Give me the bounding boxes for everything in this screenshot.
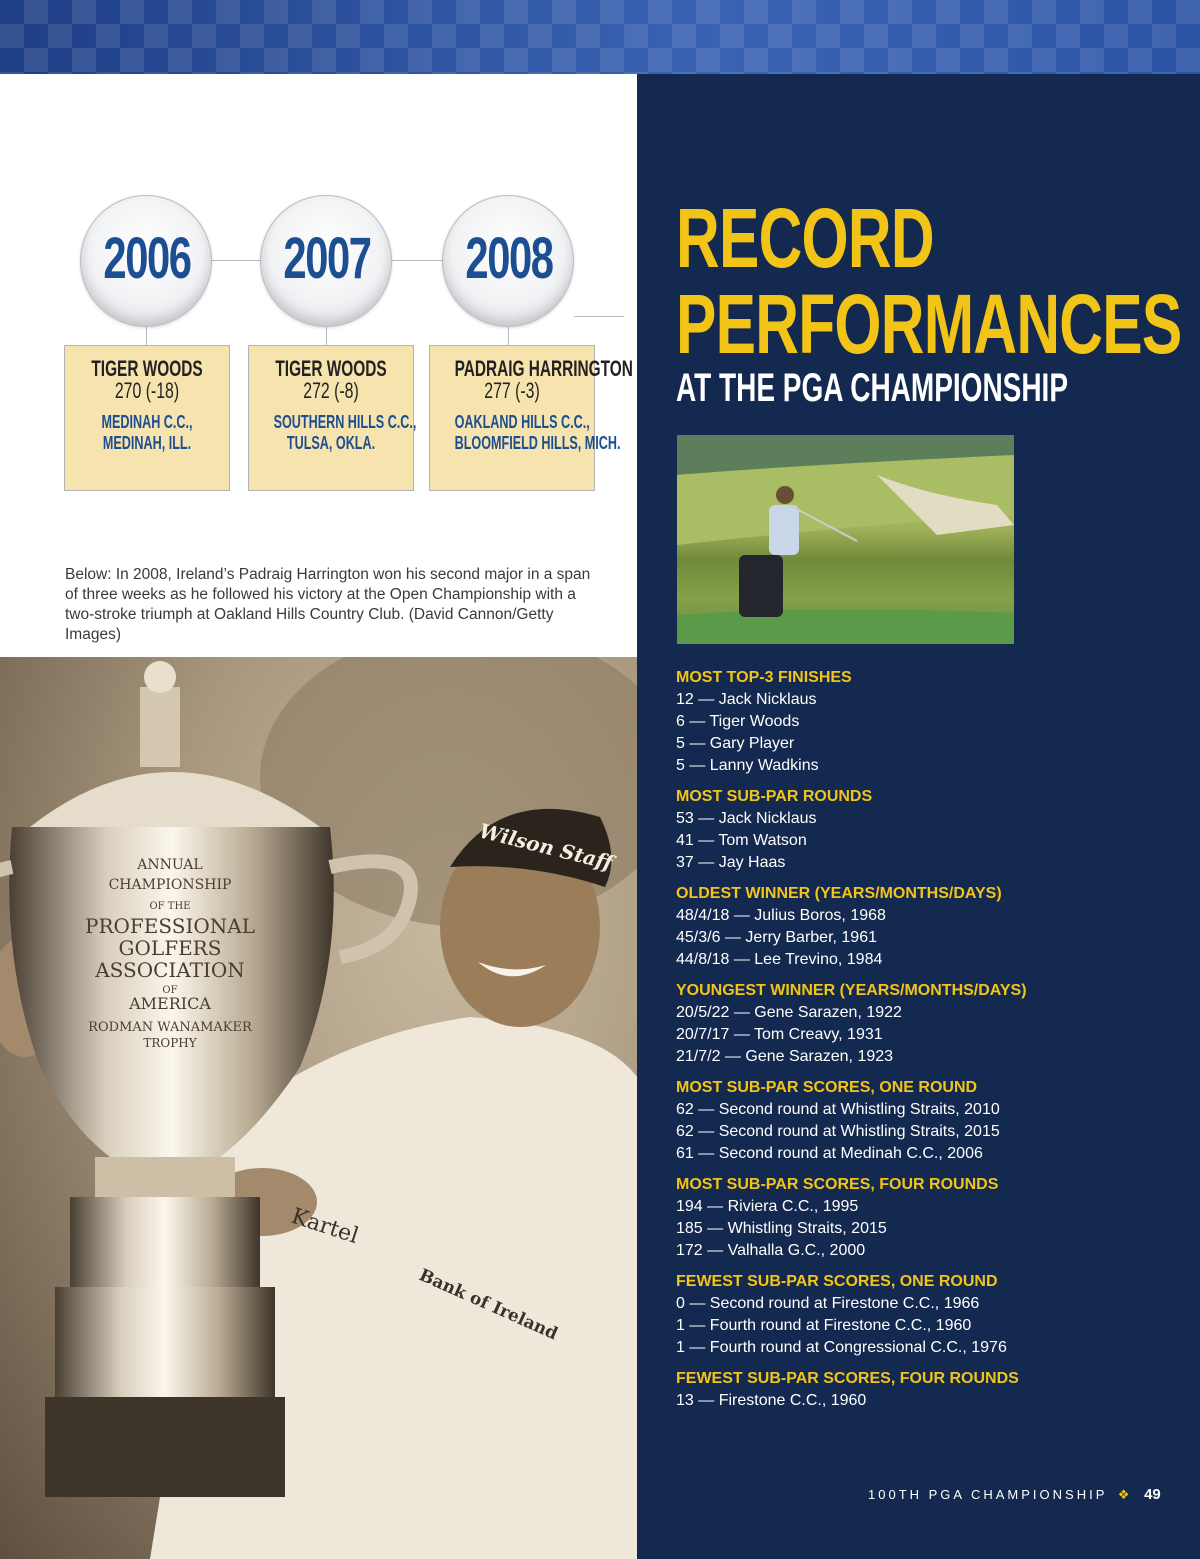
year-label: 2006 — [103, 226, 191, 291]
year-circle-2006 — [80, 195, 212, 327]
record-entry: 61 — Second round at Medinah C.C., 2006 — [676, 1145, 983, 1162]
shirt-sponsor-text: Bank of Ireland — [415, 1265, 561, 1345]
photo-caption: Below: In 2008, Ireland’s Padraig Harrington won his second major in a span of three weeks as he followed his victory at the Open Championship with a two-stroke triumph at Oakland Hills Country Club. (David Cannon/Getty Images) — [65, 566, 591, 643]
trophy-engraving: CHAMPIONSHIP — [108, 877, 232, 893]
venue-line: BLOOMFIELD HILLS, MICH. — [454, 433, 621, 453]
record-entry: 5 — Gary Player — [676, 735, 795, 752]
decorative-header-band — [0, 0, 1200, 74]
record-entry: 13 — Firestone C.C., 1960 — [676, 1392, 867, 1409]
timeline-connector — [326, 326, 327, 345]
page-title-line-1: RECORD — [676, 191, 934, 285]
venue-line: SOUTHERN HILLS C.C., — [273, 412, 417, 432]
record-entry: 44/8/18 — Lee Trevino, 1984 — [676, 951, 883, 968]
trophy-engraving: AMERICA — [129, 994, 211, 1013]
diamond-separator-icon: ❖ — [1117, 1487, 1130, 1502]
year-circle-2007 — [260, 195, 392, 327]
record-entry: 20/5/22 — Gene Sarazen, 1922 — [676, 1004, 902, 1021]
record-category-heading: YOUNGEST WINNER (YEARS/MONTHS/DAYS) — [676, 982, 1027, 999]
record-entry: 6 — Tiger Woods — [676, 713, 800, 730]
trophy-engraving: TROPHY — [143, 1036, 197, 1050]
winning-score: 270 (-18) — [114, 378, 180, 403]
record-entry: 185 — Whistling Straits, 2015 — [676, 1220, 887, 1237]
venue-line: MEDINAH C.C., — [101, 412, 193, 432]
year-label: 2008 — [465, 226, 553, 291]
timeline-connector — [574, 316, 624, 317]
record-entry: 1 — Fourth round at Congressional C.C., 1976 — [676, 1339, 1007, 1356]
page-footer — [868, 1486, 1161, 1503]
record-entry: 53 — Jack Nicklaus — [676, 810, 817, 827]
shirt-sponsor-text: Kartel — [288, 1203, 362, 1250]
record-entry: 172 — Valhalla G.C., 2000 — [676, 1242, 866, 1259]
record-category-heading: FEWEST SUB-PAR SCORES, ONE ROUND — [676, 1273, 998, 1290]
trophy-photo — [0, 657, 637, 1559]
golfer-swing-illustration — [677, 435, 1014, 644]
venue-line: OAKLAND HILLS C.C., — [454, 412, 590, 432]
record-entry: 20/7/17 — Tom Creavy, 1931 — [676, 1026, 883, 1043]
record-category-heading: MOST SUB-PAR ROUNDS — [676, 788, 873, 805]
winning-score: 272 (-8) — [303, 378, 359, 403]
trophy-photo-illustration — [0, 657, 637, 1559]
record-entry: 12 — Jack Nicklaus — [676, 691, 817, 708]
record-entry: 21/7/2 — Gene Sarazen, 1923 — [676, 1048, 894, 1065]
record-entry: 62 — Second round at Whistling Straits, 2015 — [676, 1123, 1000, 1140]
trophy-engraving: PROFESSIONAL — [85, 914, 255, 938]
trophy-engraving: OF — [162, 985, 178, 996]
result-box-2007 — [248, 345, 417, 491]
result-box-2006 — [64, 345, 230, 491]
timeline-connector — [392, 260, 444, 261]
record-category-heading: FEWEST SUB-PAR SCORES, FOUR ROUNDS — [676, 1370, 1019, 1387]
footer-publication-title: 100TH PGA CHAMPIONSHIP — [868, 1487, 1108, 1502]
record-category-heading: MOST TOP-3 FINISHES — [676, 669, 852, 686]
cap-logo-text: Wilson Staff — [476, 818, 616, 875]
winner-name: TIGER WOODS — [91, 356, 203, 381]
trophy-engraving: ANNUAL — [137, 857, 203, 873]
year-label: 2007 — [283, 226, 371, 291]
record-entry: 48/4/18 — Julius Boros, 1968 — [676, 907, 886, 924]
trophy-engraving: RODMAN WANAMAKER — [88, 1020, 252, 1035]
venue-line: MEDINAH, ILL. — [102, 433, 192, 453]
winner-name: TIGER WOODS — [275, 356, 387, 381]
page-number: 49 — [1144, 1486, 1161, 1503]
timeline-connector — [212, 260, 262, 261]
page-title-line-2: PERFORMANCES — [676, 277, 1182, 371]
record-entry: 194 — Riviera C.C., 1995 — [676, 1198, 859, 1215]
timeline-connector — [146, 326, 147, 345]
trophy-engraving: GOLFERS — [118, 936, 222, 960]
trophy-engraving: ASSOCIATION — [95, 958, 245, 982]
year-circle-2008 — [442, 195, 574, 327]
record-entry: 45/3/6 — Jerry Barber, 1961 — [676, 929, 877, 946]
record-entry: 5 — Lanny Wadkins — [676, 757, 819, 774]
record-entry: 1 — Fourth round at Firestone C.C., 1960 — [676, 1317, 972, 1334]
record-category-heading: OLDEST WINNER (YEARS/MONTHS/DAYS) — [676, 885, 1002, 902]
records-list — [676, 667, 1176, 1412]
record-entry: 41 — Tom Watson — [676, 832, 807, 849]
winning-score: 277 (-3) — [484, 378, 540, 403]
timeline-connector — [508, 326, 509, 345]
page-subtitle: AT THE PGA CHAMPIONSHIP — [676, 366, 1069, 410]
winner-name: PADRAIG HARRINGTON — [454, 356, 633, 381]
golfer-swing-photo — [677, 435, 1014, 644]
result-box-2008 — [429, 345, 633, 491]
record-category-heading: MOST SUB-PAR SCORES, FOUR ROUNDS — [676, 1176, 999, 1193]
record-category-heading: MOST SUB-PAR SCORES, ONE ROUND — [676, 1079, 978, 1096]
record-entry: 37 — Jay Haas — [676, 854, 786, 871]
trophy-engraving: OF THE — [149, 901, 191, 912]
venue-line: TULSA, OKLA. — [286, 433, 376, 453]
record-entry: 0 — Second round at Firestone C.C., 1966 — [676, 1295, 980, 1312]
record-entry: 62 — Second round at Whistling Straits, 2010 — [676, 1101, 1000, 1118]
